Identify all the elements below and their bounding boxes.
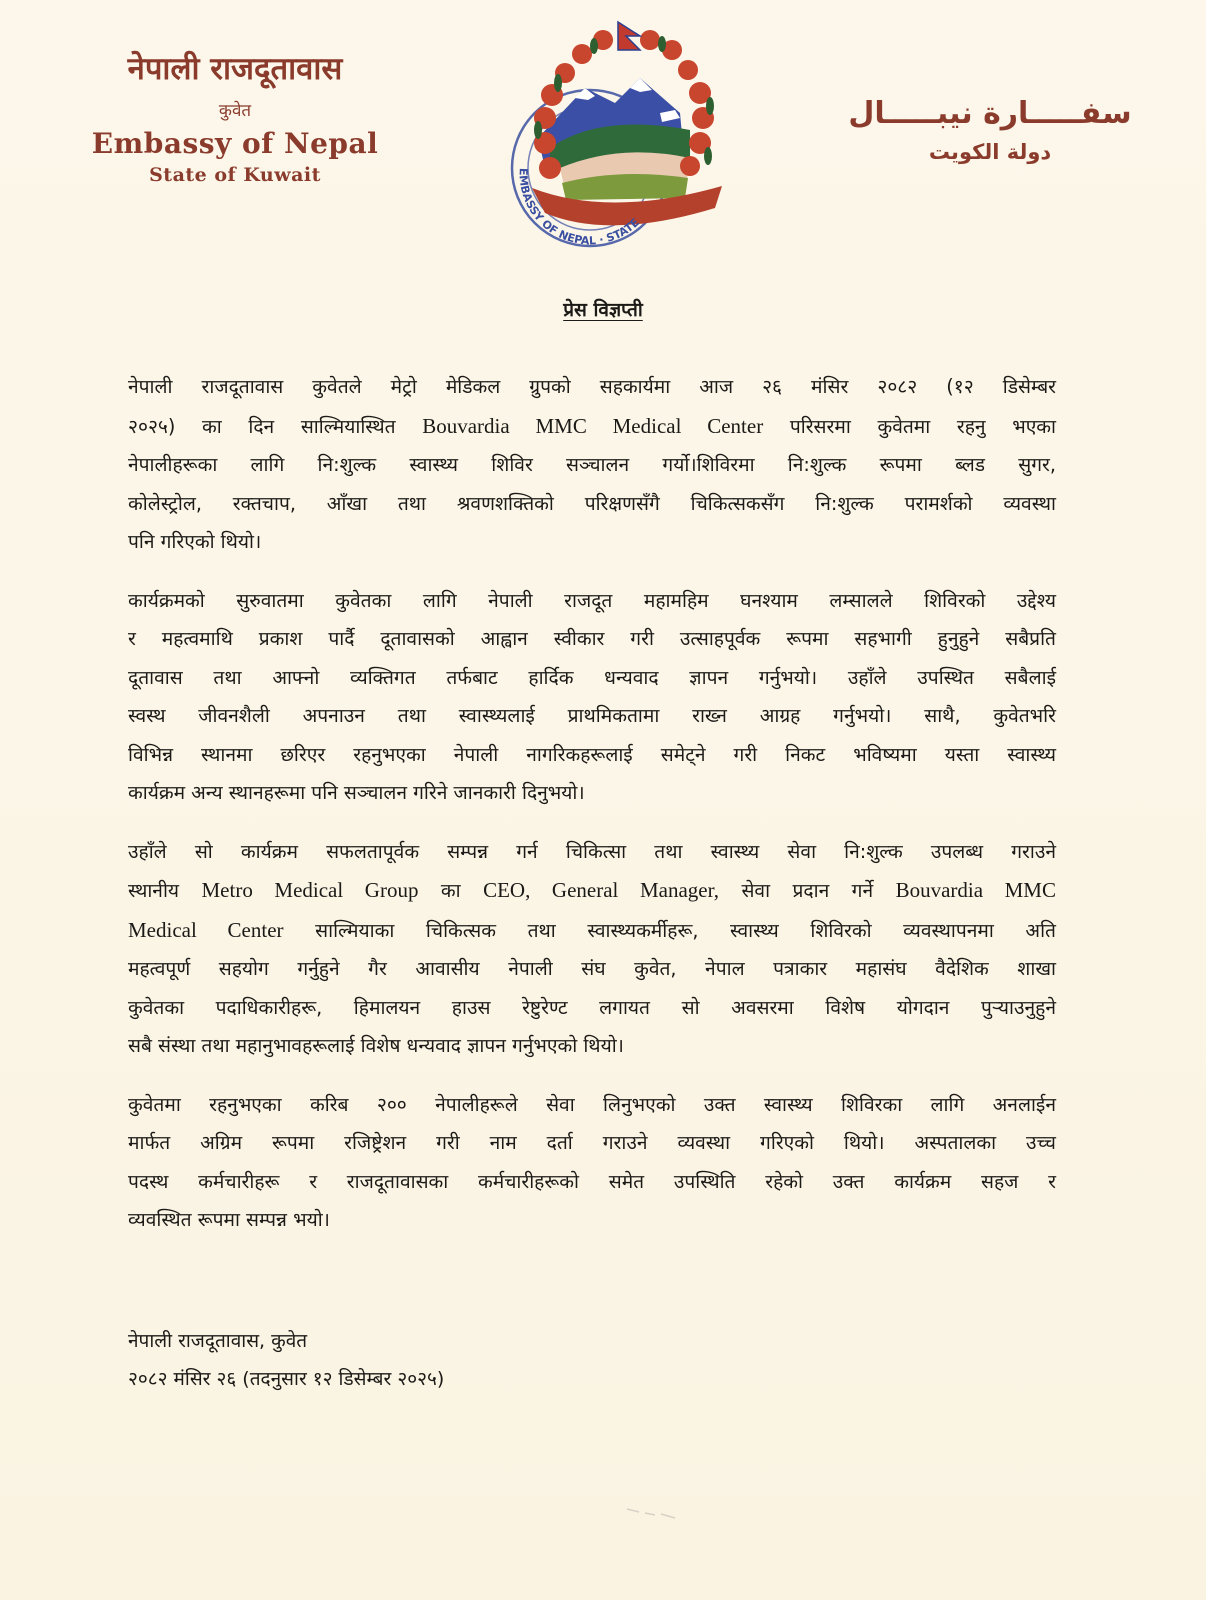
body-paragraph <box>128 582 1056 813</box>
line-segment: र महत्वमाथि प्रकाश पार्दै दूतावासको आह्वान स्वीकार गरी उत्साहपूर्वक रूपमा सहभागी हुनुहुने सबैप्रति <box>128 627 1056 650</box>
embassy-name-nepali: नेपाली राजदूतावास <box>127 51 343 87</box>
line-segment: नेपालीहरूका लागि नि:शुल्क स्वास्थ्य शिविर सञ्चालन गर्यो।शिविरमा नि:शुल्क रूपमा ब्लड सुगर, <box>128 453 1056 476</box>
nepal-emblem-icon <box>490 18 730 248</box>
body-paragraph <box>128 1086 1056 1240</box>
paragraph-line <box>128 523 1056 562</box>
letterhead-left <box>60 48 410 188</box>
document-title: प्रेस विज्ञप्ती <box>563 299 643 321</box>
document-body <box>128 368 1056 1240</box>
line-segment: स्वस्थ जीवनशैली अपनाउन तथा स्वास्थ्यलाई प्राथमिकतामा राख्न आग्रह गर्नुभयो। साथै, कुवेतभरि <box>128 704 1056 727</box>
country-name-nepali: कुवेत <box>218 101 252 121</box>
paragraph-line <box>128 1201 1056 1240</box>
paragraph-line <box>128 1163 1056 1202</box>
paragraph-line <box>128 485 1056 524</box>
line-segment: Metro Medical Group <box>201 878 419 902</box>
embassy-name-arabic: سفـــــارة نيبـــــال <box>848 96 1132 131</box>
line-segment: उहाँले सो कार्यक्रम सफलतापूर्वक सम्पन्न गर्न चिकित्सा तथा स्वास्थ्य सेवा नि:शुल्क उपलब्ध गराउने <box>128 839 1056 863</box>
line-segment: Medical Center <box>128 917 284 942</box>
paragraph-line <box>128 659 1056 698</box>
line-segment: २०२५) का दिन साल्मियास्थित <box>128 414 423 438</box>
line-segment: Bouvardia MMC <box>895 878 1056 902</box>
paragraph-line <box>128 871 1056 911</box>
line-segment: कार्यक्रमको सुरुवातमा कुवेतका लागि नेपाली राजदूत महामहिम घनश्याम लम्सालले शिविरको उद्देश्य <box>128 588 1056 612</box>
paragraph-line <box>128 989 1056 1028</box>
letterhead-right <box>820 92 1160 168</box>
paragraph-line <box>128 833 1056 872</box>
body-paragraph <box>128 833 1056 1066</box>
line-segment: स्थानीय <box>128 879 202 902</box>
paragraph-line <box>128 582 1056 621</box>
line-segment: साल्मियाका चिकित्सक तथा स्वास्थ्यकर्मीहरू, स्वास्थ्य शिविरको व्यवस्थापनमा अति <box>283 918 1056 942</box>
line-segment: नेपाली राजदूतावास कुवेतले मेट्रो मेडिकल ग्रुपको सहकार्यमा आज २६ मंसिर २०८२ (१२ डिसेम्बर <box>128 375 1056 398</box>
line-segment: कुवेतका पदाधिकारीहरू, हिमालयन हाउस रेष्टुरेण्ट लगायत सो अवसरमा विशेष योगदान पुऱ्याउनुहुने <box>128 995 1056 1019</box>
paragraph-line <box>128 1086 1056 1125</box>
line-segment: पदस्थ कर्मचारीहरू र राजदूतावासका कर्मचारीहरूको समेत उपस्थिति रहेको उक्त कार्यक्रम सहज र <box>128 1169 1056 1193</box>
line-segment: मार्फत अग्रिम रूपमा रजिष्ट्रेशन गरी नाम दर्ता गराउने व्यवस्था गरिएको थियो। अस्पतालका उच्च <box>128 1131 1056 1154</box>
signature-block <box>128 1322 444 1398</box>
paragraph-line <box>128 697 1056 736</box>
line-segment: पनि गरिएको थियो। <box>128 530 262 553</box>
paragraph-line <box>128 911 1056 951</box>
line-segment: का <box>418 879 484 902</box>
paragraph-line <box>128 736 1056 775</box>
paragraph-line <box>128 774 1056 813</box>
paragraph-line <box>128 1027 1056 1066</box>
line-segment: CEO, General Manager, <box>483 878 719 902</box>
faint-scan-mark <box>625 1505 685 1519</box>
paragraph-line <box>128 368 1056 407</box>
country-name-english: State of Kuwait <box>149 164 321 186</box>
line-segment: व्यवस्थित रूपमा सम्पन्न भयो। <box>128 1208 330 1231</box>
body-paragraph <box>128 368 1056 562</box>
paragraph-line <box>128 407 1056 447</box>
paragraph-line <box>128 620 1056 659</box>
country-name-arabic: دولة الكويت <box>928 140 1052 164</box>
signature-date: २०८२ मंसिर २६ (तदनुसार १२ डिसेम्बर २०२५) <box>128 1368 445 1390</box>
paragraph-line <box>128 1124 1056 1163</box>
paragraph-line <box>128 446 1056 485</box>
line-segment: विभिन्न स्थानमा छरिएर रहनुभएका नेपाली नागरिकहरूलाई समेट्ने गरी निकट भविष्यमा यस्ता स्वास्थ्य <box>128 742 1056 766</box>
line-segment: कुवेतमा रहनुभएका करिब २०० नेपालीहरूले सेवा लिनुभएको उक्त स्वास्थ्य शिविरका लागि अनलाईन <box>128 1092 1056 1116</box>
signature-office: नेपाली राजदूतावास, कुवेत <box>128 1330 308 1352</box>
line-segment: परिसरमा कुवेतमा रहनु भएका <box>763 414 1057 438</box>
line-segment: कार्यक्रम अन्य स्थानहरूमा पनि सञ्चालन गरिने जानकारी दिनुभयो। <box>128 781 585 804</box>
stamp-text: EMBASSY OF NEPAL · STATE <box>516 167 642 248</box>
line-segment: सेवा प्रदान गर्ने <box>719 879 896 902</box>
line-segment: महत्वपूर्ण सहयोग गर्नुहुने गैर आवासीय नेपाली संघ कुवेत, नेपाल पत्राकार महासंघ वैदेशिक शाखा <box>128 957 1056 980</box>
line-segment: कोलेस्ट्रोल, रक्तचाप, आँखा तथा श्रवणशक्तिको परिक्षणसँगै चिकित्सकसँग नि:शुल्क परामर्शको व्यवस्था <box>128 491 1056 515</box>
line-segment: दूतावास तथा आफ्नो व्यक्तिगत तर्फबाट हार्दिक धन्यवाद ज्ञापन गर्नुभयो। उहाँले उपस्थित सबैलाई <box>128 665 1056 689</box>
line-segment: सबै संस्था तथा महानुभावहरूलाई विशेष धन्यवाद ज्ञापन गर्नुभएको थियो। <box>128 1034 624 1057</box>
embassy-name-english: Embassy of Nepal <box>91 127 379 160</box>
line-segment: Bouvardia MMC Medical Center <box>422 413 764 438</box>
paragraph-line <box>128 950 1056 989</box>
